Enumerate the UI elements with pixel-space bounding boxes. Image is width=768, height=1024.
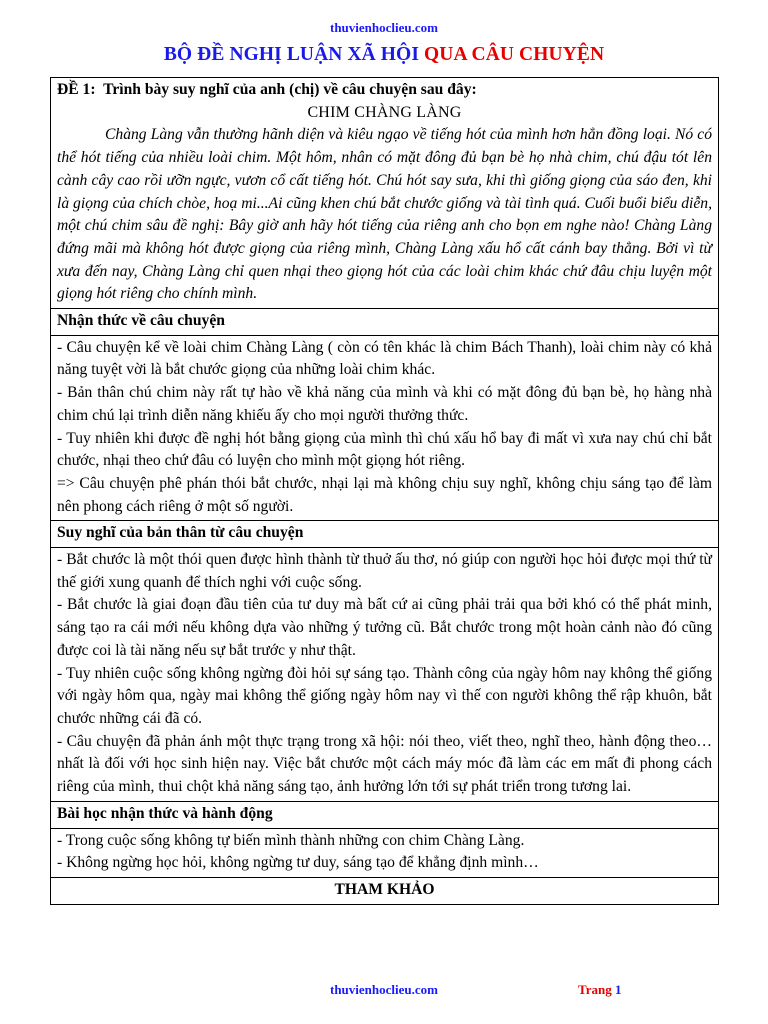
site-watermark-bottom: thuvienhoclieu.com (330, 982, 438, 997)
list-item: - Bắt chước là giai đoạn đầu tiên của tư duy mà bất cứ ai cũng phải trải qua bởi khó có thể phát minh, sáng tạo ra cái mới nếu không dựa vào những ý tưởng cũ. Bắt chước trong một hoàn cảnh nào đó cũng được coi là tài năng nếu sự bắt trước y như thật. (57, 596, 712, 659)
site-watermark-top: thuvienhoclieu.com (330, 20, 438, 35)
page-indicator (578, 982, 621, 998)
list-item: - Bắt chước là một thói quen được hình thành từ thuở ấu thơ, nó giúp con người học hỏi được mọi thứ từ thế giới xung quanh để thích nghi với cuộc sống. (57, 551, 712, 591)
list-item: - Trong cuộc sống không tự biến mình thành những con chim Chàng Làng. (57, 831, 525, 849)
page-label: Trang (578, 982, 612, 997)
title-part-1: BỘ ĐỀ NGHỊ LUẬN XÃ HỘI (163, 44, 420, 65)
page-number: 1 (614, 982, 622, 997)
section-body-row (51, 828, 719, 877)
section-heading-row (51, 309, 719, 336)
story-text: Chàng Làng vẫn thường hãnh diện và kiêu ngạo về tiếng hót của mình hơn hẳn đồng loại. Nó có thể hót tiếng của nhiều loài chim. Một hôm, nhân có mặt đông đủ bạn bè họ nhà chim, chú đậu tót lên cành cây cao rồi ưỡn ngực, vươn cổ cất tiếng hót. Chú hót say sưa, khi thì giống giọng của sáo đen, khi là giọng của chích chòe, hoạ mi...Ai cũng khen chú bắt chước giống và tài tình quá. Cuối buổi biểu diễn, một chú chim sâu đề nghị: Bây giờ anh hãy hót tiếng của riêng anh cho bọn em nghe nào! Chàng Làng đứng mãi mà không hót được giọng của riêng mình, Chàng Làng xấu hổ cất cánh bay thẳng. Bởi vì từ xưa đến nay, Chàng Làng chỉ quen nhại theo giọng hót của các loài chim khác chứ đâu chịu luyện một giọng hót riêng cho chính mình. (57, 126, 712, 303)
section-heading-awareness: Nhận thức về câu chuyện (51, 309, 719, 336)
title-part-2: QUA CÂU CHUYỆN (424, 44, 605, 65)
section-heading-row (51, 801, 719, 828)
list-item: - Tuy nhiên khi được đề nghị hót bằng giọng của mình thì chú xấu hổ bay đi mất vì xưa nay chú chỉ bắt chước, nhại theo chứ đâu có luyện cho mình một giọng hót riêng. (57, 429, 712, 470)
list-item: - Tuy nhiên cuộc sống không ngừng đòi hỏi sự sáng tạo. Thành công của ngày hôm nay không thể giống với ngày hôm qua, ngày mai không thể giống ngày hôm nay vì thế con người không thể rập khuôn, bắt chước những cái đã có. (57, 664, 712, 727)
story-title: CHIM CHÀNG LÀNG (307, 103, 462, 121)
list-item: => Câu chuyện phê phán thói bắt chước, nhại lại mà không chịu suy nghĩ, không chịu sáng tạo để làm nên phong cách riêng ở một số người. (57, 474, 712, 515)
list-item: - Bản thân chú chim này rất tự hào về khả năng của mình và khi có mặt đông đủ bạn bè, họ hàng nhà chim chú lại trình diễn năng khiếu ấy cho mọi người thưởng thức. (57, 384, 712, 424)
document-title (0, 44, 768, 66)
question-row (51, 78, 719, 309)
reference-row (51, 877, 719, 904)
section-heading-reflection: Suy nghĩ của bản thân từ câu chuyện (51, 521, 719, 548)
section-heading-lesson: Bài học nhận thức và hành động (51, 801, 719, 828)
list-item: - Câu chuyện đã phản ánh một thực trạng trong xã hội: nói theo, viết theo, nghĩ theo, hành động theo…nhất là đối với học sinh hiện nay. Việc bắt chước một cách máy móc đã làm các em mất đi phong cách riêng của mình, thui chột khả năng sáng tạo, ảnh hưởng lớn tới sự phát triển trong tương lai. (57, 732, 712, 796)
question-prompt: Trình bày suy nghĩ của anh (chị) về câu chuyện sau đây: (103, 81, 477, 98)
list-item: - Không ngừng học hỏi, không ngừng tư duy, sáng tạo để khẳng định mình… (57, 854, 539, 872)
section-body-row (51, 335, 719, 521)
list-item: - Câu chuyện kể về loài chim Chàng Làng ( còn có tên khác là chim Bách Thanh), loài chim này có khả năng tuyệt vời là bắt chước giọng của những loài chim khác. (57, 338, 712, 379)
section-heading-row (51, 521, 719, 548)
question-label: ĐỀ 1: (57, 81, 96, 98)
reference-heading: THAM KHẢO (51, 877, 719, 904)
section-body-row (51, 548, 719, 802)
content-table (50, 77, 719, 905)
question-header (57, 79, 712, 102)
